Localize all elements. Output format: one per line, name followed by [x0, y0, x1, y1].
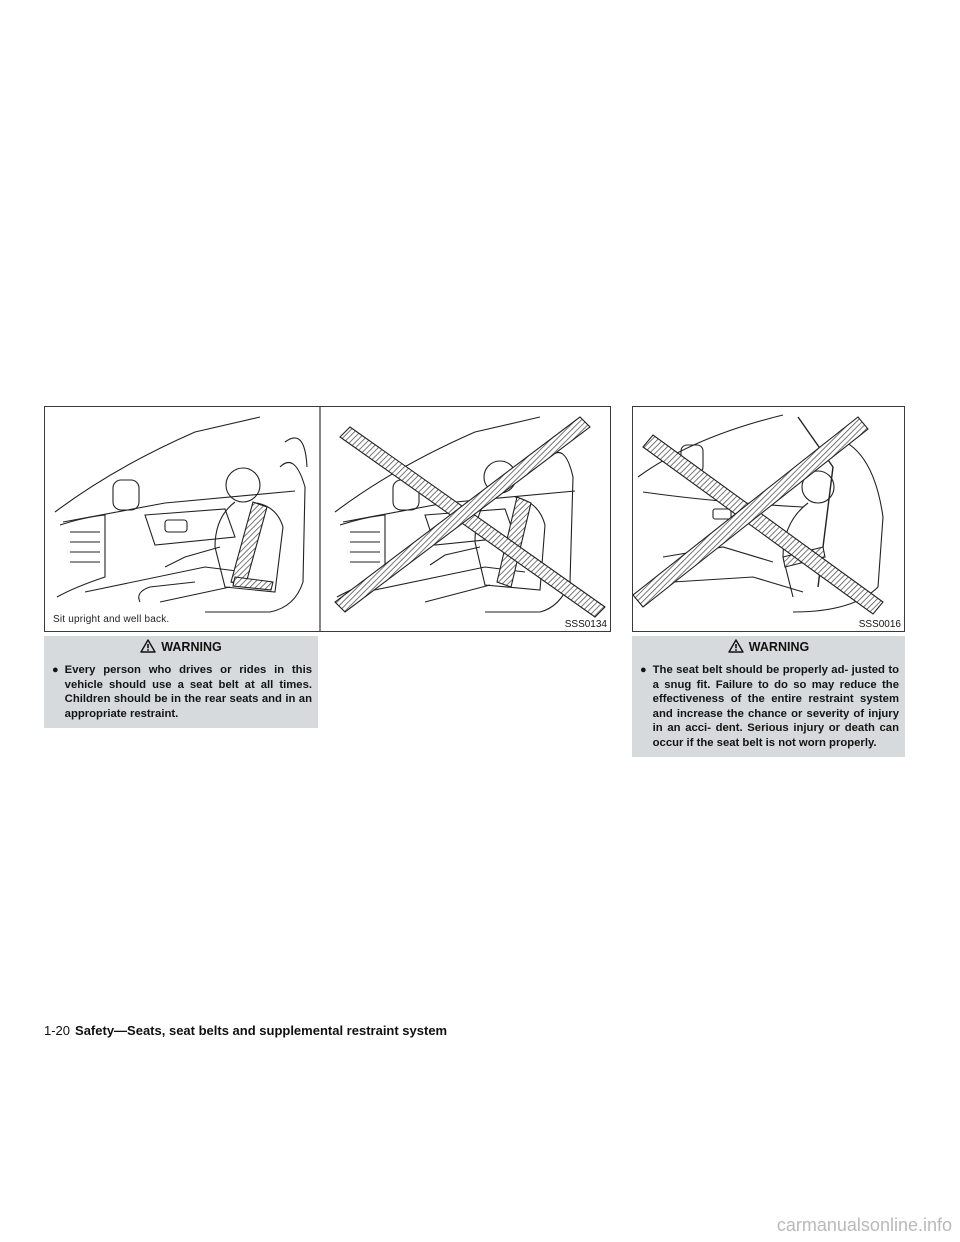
warning-header [632, 636, 905, 658]
warning-box-left [44, 636, 318, 728]
warning-item [632, 658, 905, 757]
figure-seating-posture [44, 406, 611, 632]
warning-text: The seat belt should be properly ad- justed to a snug fit. Failure to do so may reduce the effectiveness of the entire restraint system and increase the chance or severity of injury in an acci- dent. Serious injury or death can occur if the seat belt is not worn properly. [652, 664, 899, 749]
bullet-icon: ● [52, 664, 59, 676]
page-footer [44, 1023, 447, 1038]
warning-header [44, 636, 318, 658]
page-number: 1-20 [44, 1023, 71, 1038]
watermark: carmanualsonline.info [776, 1215, 952, 1235]
incorrect-posture-drawing [335, 417, 605, 617]
warning-triangle-icon [140, 639, 156, 656]
warning-title: WARNING [161, 640, 222, 654]
seating-illustration [45, 407, 611, 632]
warning-item [44, 658, 318, 728]
correct-posture-drawing [55, 407, 320, 632]
figure-id: SSS0134 [564, 619, 607, 630]
warning-box-right [632, 636, 905, 757]
bullet-icon: ● [640, 664, 647, 676]
figure-id: SSS0016 [858, 619, 901, 630]
warning-title: WARNING [748, 640, 810, 654]
figure-caption: Sit upright and well back. [53, 614, 170, 625]
figure-improper-belt [632, 406, 905, 632]
warning-triangle-icon [728, 639, 744, 656]
section-title: Safety—Seats, seat belts and supplemental restraint system [75, 1023, 448, 1038]
warning-text: Every person who drives or rides in this vehicle should use a seat belt at all times. Children should be in the rear seats and in an appropriate restraint. [64, 664, 312, 720]
improper-belt-illustration [633, 407, 905, 632]
